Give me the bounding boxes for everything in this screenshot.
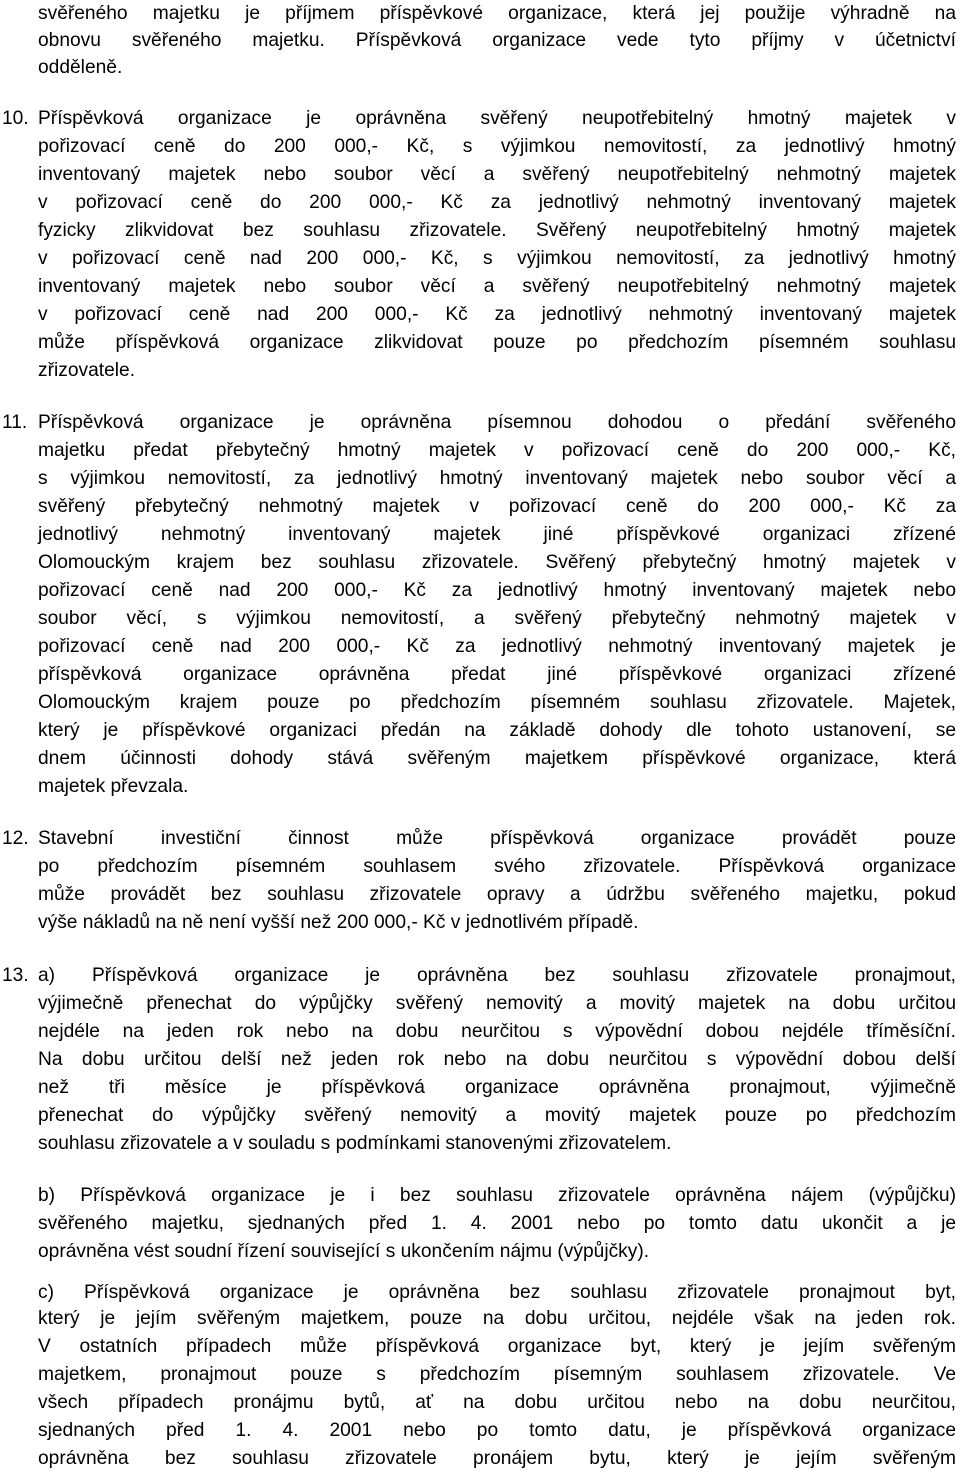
text-line: může příspěvková organizace zlikvidovat pouze po předchozím písemném souhlasu [38,332,956,353]
text-line: po předchozím písemném souhlasem svého zřizovatele. Příspěvková organizace [38,856,956,877]
text-line: Na dobu určitou delší než jeden rok nebo na dobu neurčitou s výpovědní dobou delší [38,1049,956,1070]
text-line: svěřený přebytečný nehmotný majetek v pořizovací ceně do 200 000,- Kč za [38,496,956,517]
text-line: c) Příspěvková organizace je oprávněna bez souhlasu zřizovatele pronajmout byt, [38,1282,956,1303]
text-line: soubor věcí, s výjimkou nemovitostí, a svěřený přebytečný nehmotný majetek v [38,608,956,629]
item-number: 13. [2,965,29,986]
text-line: svěřeného majetku je příjmem příspěvkové organizace, která jej použije výhradně na [38,3,956,24]
text-line: oprávněna vést soudní řízení související s ukončením nájmu (výpůjčky). [38,1241,650,1262]
text-line: odděleně. [38,57,123,78]
text-line: pořizovací ceně nad 200 000,- Kč za jednotlivý nehmotný inventovaný majetek je [38,636,956,657]
text-line: než tři měsíce je příspěvková organizace oprávněna pronajmout, výjimečně [38,1077,956,1098]
text-line: může provádět bez souhlasu zřizovatele opravy a údržbu svěřeného majetku, pokud [38,884,956,905]
text-line: nejdéle na jeden rok nebo na dobu neurčitou s výpovědní dobou nejdéle tříměsíční. [38,1021,956,1042]
text-line: majetek převzala. [38,776,189,797]
text-line: v pořizovací ceně nad 200 000,- Kč za jednotlivý nehmotný inventovaný majetek [38,304,956,325]
text-line: Příspěvková organizace je oprávněna písemnou dohodou o předání svěřeného [38,412,956,433]
text-line: inventovaný majetek nebo soubor věcí a svěřený neupotřebitelný nehmotný majetek [38,164,956,185]
text-line: přenechat do výpůjčky svěřený nemovitý a movitý majetek pouze po předchozím [38,1105,956,1126]
item-number: 11. [2,412,28,433]
text-line: obnovu svěřeného majetku. Příspěvková organizace vede tyto příjmy v účetnictví [38,30,956,51]
text-line: b) Příspěvková organizace je i bez souhlasu zřizovatele oprávněna nájem (výpůjčku) [38,1185,956,1206]
text-line: dnem účinnosti dohody stává svěřeným majetkem příspěvkové organizace, která [38,748,956,769]
text-line: zřizovatele. [38,360,136,381]
text-line: pořizovací ceně do 200 000,- Kč, s výjimkou nemovitostí, za jednotlivý hmotný [38,136,956,157]
text-line: a) Příspěvková organizace je oprávněna bez souhlasu zřizovatele pronajmout, [38,965,956,986]
text-line: sjednaných před 1. 4. 2001 nebo po tomto datu, je příspěvková organizace [38,1420,956,1441]
text-line: v pořizovací ceně nad 200 000,- Kč, s výjimkou nemovitostí, za jednotlivý hmotný [38,248,956,269]
text-line: všech případech pronájmu bytů, ať na dobu určitou nebo na dobu neurčitou, [38,1392,956,1413]
text-line: výjimečně přenechat do výpůjčky svěřený nemovitý a movitý majetek na dobu určitou [38,993,956,1014]
text-line: majetku předat přebytečný hmotný majetek v pořizovací ceně do 200 000,- Kč, [38,440,956,461]
text-line: V ostatních případech může příspěvková organizace byt, který je jejím svěřeným [38,1336,956,1357]
text-line: který je jejím svěřeným majetkem, pouze na dobu určitou, nejdéle však na jeden rok. [38,1308,956,1329]
text-line: Stavební investiční činnost může příspěvková organizace provádět pouze [38,828,956,849]
item-number: 10. [2,108,29,129]
text-line: příspěvková organizace oprávněna předat jiné příspěvkové organizaci zřízené [38,664,956,685]
text-line: s výjimkou nemovitostí, za jednotlivý hmotný inventovaný majetek nebo soubor věcí a [38,468,956,489]
item-number: 12. [2,828,29,849]
text-line: svěřeného majetku, sjednaných před 1. 4. 2001 nebo po tomto datu ukončit a je [38,1213,956,1234]
text-line: Olomouckým krajem bez souhlasu zřizovatele. Svěřený přebytečný hmotný majetek v [38,552,956,573]
text-line: inventovaný majetek nebo soubor věcí a svěřený neupotřebitelný nehmotný majetek [38,276,956,297]
text-line: souhlasu zřizovatele a v souladu s podmínkami stanovenými zřizovatelem. [38,1133,672,1154]
text-line: v pořizovací ceně do 200 000,- Kč za jednotlivý nehmotný inventovaný majetek [38,192,956,213]
text-line: Olomouckým krajem pouze po předchozím písemném souhlasu zřizovatele. Majetek, [38,692,956,713]
text-line: Příspěvková organizace je oprávněna svěřený neupotřebitelný hmotný majetek v [38,108,956,129]
text-line: oprávněna bez souhlasu zřizovatele pronájem bytu, který je jejím svěřeným [38,1448,956,1469]
text-line: výše nákladů na ně není vyšší než 200 000,- Kč v jednotlivém případě. [38,912,639,933]
text-line: pořizovací ceně nad 200 000,- Kč za jednotlivý hmotný inventovaný majetek nebo [38,580,956,601]
text-line: fyzicky zlikvidovat bez souhlasu zřizovatele. Svěřený neupotřebitelný hmotný majetek [38,220,956,241]
text-line: majetkem, pronajmout pouze s předchozím písemným souhlasem zřizovatele. Ve [38,1364,956,1385]
text-line: který je příspěvkové organizaci předán na základě dohody dle tohoto ustanovení, se [38,720,956,741]
text-line: jednotlivý nehmotný inventovaný majetek jiné příspěvkové organizaci zřízené [38,524,956,545]
